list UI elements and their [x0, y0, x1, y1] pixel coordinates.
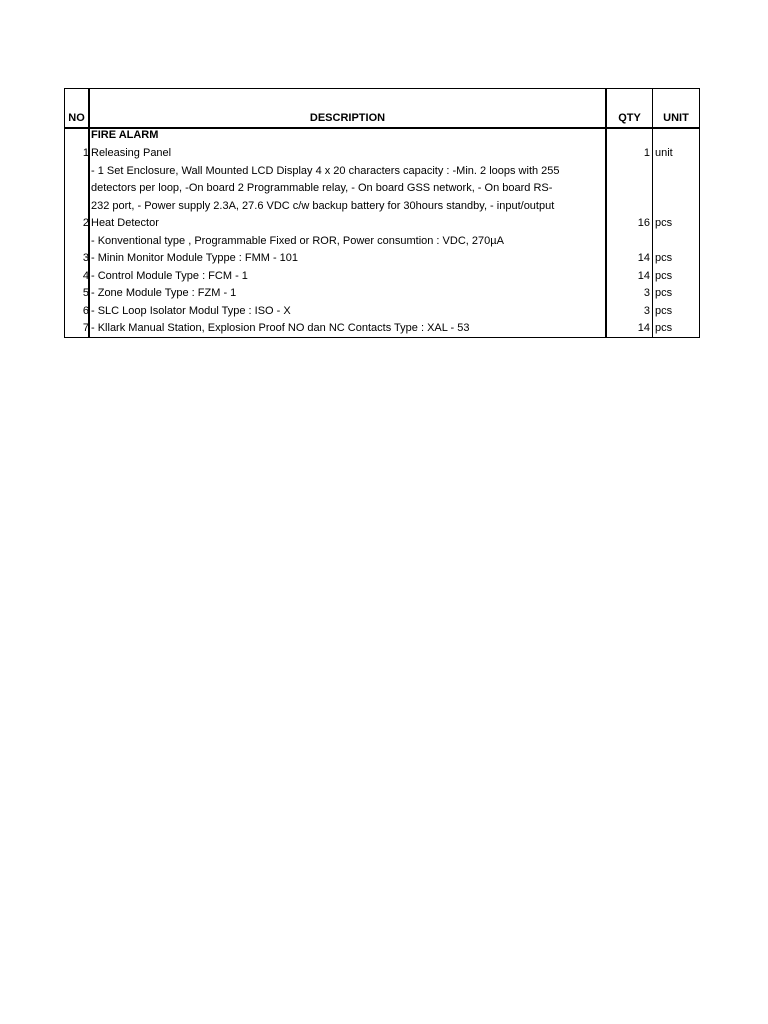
row-1-qty: 1	[643, 147, 650, 159]
row-3-item: - Minin Monitor Module Typpe : FMM - 101	[91, 252, 299, 264]
row-1-detail-line-3: 232 port, - Power supply 2.3A, 27.6 VDC c/w backup battery for 30hours standby, - input/output	[91, 199, 555, 212]
section-title: FIRE ALARM	[91, 129, 159, 141]
row-4-item: - Control Module Type : FCM - 1	[91, 269, 248, 282]
row-1-detail-line-1: - 1 Set Enclosure, Wall Mounted LCD Display 4 x 20 characters capacity : -Min. 2 loops with 255	[91, 164, 560, 177]
row-7-no: 7	[82, 322, 89, 334]
header-qty: QTY	[618, 112, 641, 124]
row-4-unit: pcs	[655, 269, 673, 282]
row-1-unit: unit	[655, 147, 673, 159]
row-5-item: - Zone Module Type : FZM - 1	[91, 287, 237, 299]
row-2-item: Heat Detector	[91, 217, 159, 229]
row-1-no: 1	[82, 147, 89, 159]
row-2-detail-line-1: - Konventional type , Programmable Fixed or ROR, Power consumtion : VDC, 270µA	[91, 234, 504, 247]
row-3-qty: 14	[637, 252, 650, 264]
header-no: NO	[68, 112, 85, 124]
row-5-unit: pcs	[655, 287, 673, 299]
row-6-item: - SLC Loop Isolator Modul Type : ISO - X	[91, 304, 291, 317]
row-7-item: - Kllark Manual Station, Explosion Proof NO dan NC Contacts Type : XAL - 53	[91, 322, 470, 334]
row-1-detail-line-2: detectors per loop, -On board 2 Programmable relay, - On board GSS network, - On board RS-	[91, 182, 553, 194]
row-2-qty: 16	[637, 217, 650, 229]
row-6-unit: pcs	[655, 304, 673, 317]
row-3-unit: pcs	[655, 252, 673, 264]
row-5-qty: 3	[643, 287, 650, 299]
row-6-qty: 3	[643, 304, 650, 317]
bill-of-quantities-table	[64, 88, 700, 338]
row-7-qty: 14	[637, 322, 650, 334]
row-6-no: 6	[82, 304, 89, 317]
row-3-no: 3	[82, 252, 89, 264]
row-1-item: Releasing Panel	[91, 147, 172, 159]
row-5-no: 5	[82, 287, 89, 299]
row-2-unit: pcs	[655, 217, 673, 229]
row-7-unit: pcs	[655, 322, 673, 334]
header-description: DESCRIPTION	[309, 112, 386, 124]
row-4-qty: 14	[637, 269, 650, 282]
row-4-no: 4	[82, 269, 89, 282]
row-2-no: 2	[82, 217, 89, 229]
header-unit: UNIT	[663, 112, 689, 124]
